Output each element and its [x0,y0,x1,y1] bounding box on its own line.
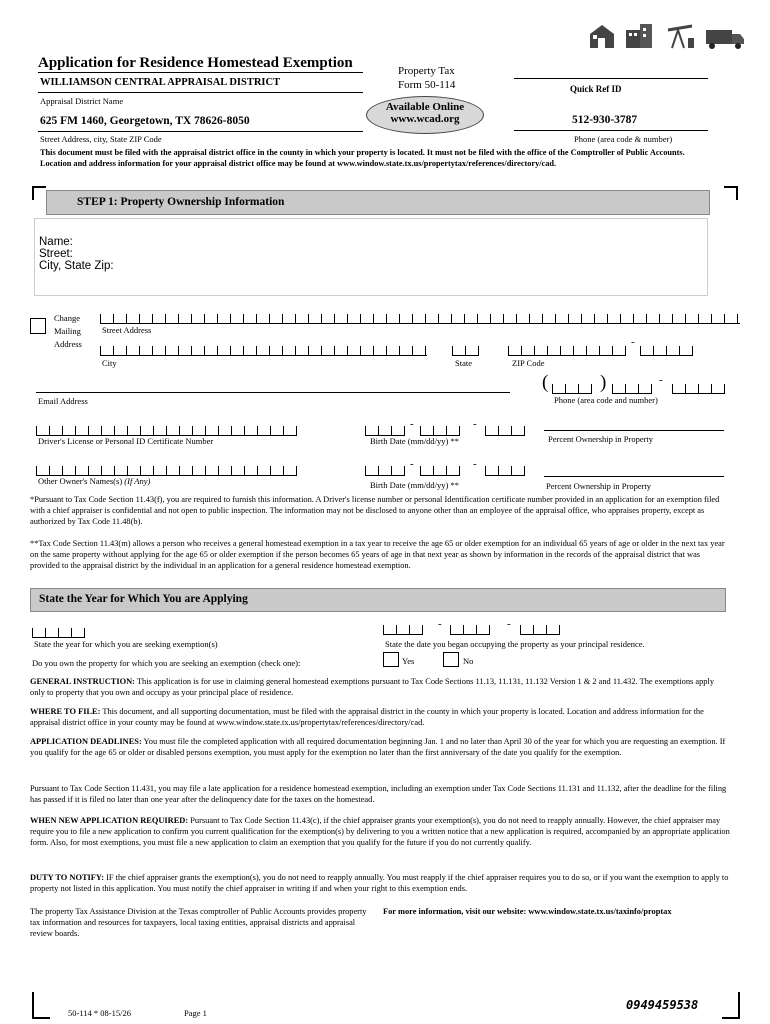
district-address: 625 FM 1460, Georgetown, TX 78626-8050 [40,115,250,127]
change-mailing-checkbox[interactable] [30,318,46,334]
birth-date-mm-1[interactable] [365,426,405,436]
drivers-license-field[interactable] [36,426,297,436]
form-type: Property Tax [398,65,455,77]
owner-city-label: City, State Zip: [39,260,114,272]
application-deadlines: APPLICATION DEADLINES: You must file the completed application with all required documentation beginning Jan. 1 and no later than April 30 of the year for which you are requesting an exemption. If you qualify for the age 65 or older or disabled persons exemption, you must apply for the exemption no later than the first anniversary of the date you qualify for the exemption. [30,737,726,758]
owner-street-label: Street: [39,248,73,260]
email-label: Email Address [38,396,88,406]
birth-date-dd-2[interactable] [420,466,460,476]
step1-title: STEP 1: Property Ownership Information [77,196,285,208]
district-phone: 512-930-3787 [572,114,638,126]
where-to-file: WHERE TO FILE: This document, and all supporting documentation, must be filed with the appraisal district in the county in which your property is located. Location and address information for the appraisal district office in your county may be found at www.window.state.tx.us/propertytax/references/directory/cad. [30,707,704,728]
corner-mark-br [722,992,740,1020]
birth-date-yy-2[interactable] [485,466,525,476]
phone-prefix-field[interactable] [612,384,652,394]
email-field[interactable] [36,392,510,393]
drivers-license-label: Driver's License or Personal ID Certificate Number [38,436,214,446]
birth-date-label-1: Birth Date (mm/dd/yy) ** [370,436,460,446]
district-address-label: Street Address, city, State ZIP Code [40,134,162,144]
quick-ref-label: Quick Ref ID [570,84,622,94]
truck-icon [706,30,744,49]
online-url[interactable]: www.wcad.org [390,113,460,125]
footnote-age65: **Tax Code Section 11.43(m) allows a person who receives a general homestead exemption in a tax year to receive the age 65 or older exemption for an individual 65 years of age or older in the next tax year on the same property without applying for the age 65 or older exemption if the person becomes 65 years of age in that next year as shown by information in the records of the appraisal district that was provided to the appraisal district by the individual in an application for a general residence homestead exemption. [30,539,725,571]
owner-name-label: Name: [39,236,73,248]
oil-pump-icon [668,26,694,48]
assistance-division: The property Tax Assistance Division at the Texas comptroller of Public Accounts provides property tax information and resources for taxpayers, local taxing entities, appraisal districts and appraisal review boards. [30,907,367,939]
state-field[interactable] [452,346,479,356]
available-online-badge [366,96,484,134]
phone-area-field[interactable] [552,384,592,394]
own-yes-checkbox[interactable] [383,652,399,667]
district-name: WILLIAMSON CENTRAL APPRAISAL DISTRICT [40,77,281,88]
zip-ext-field[interactable] [640,346,693,356]
percent-ownership-field-1[interactable] [544,430,724,431]
occupy-date-dd[interactable] [450,625,490,635]
filing-notice: This document must be filed with the appraisal district office in the county in which your property is located. It must not be filed with the office of the Comptroller of Public Accounts. Location and address information for your appraisal district office may be found at www.window.state.tx.us/propertytax/references/directory/cad. [40,148,685,169]
form-number: Form 50-114 [398,79,456,91]
step1-header [46,190,710,215]
general-instruction: GENERAL INSTRUCTION: This application is for use in claiming general homestead exemptions pursuant to Tax Code Sections 11.13, 11.131, 11.132 Version 1 & 2 and 11.432. The exemptions apply only to property that you own and occupy as your principal place of residence. [30,677,715,698]
corner-mark-tl [32,186,46,200]
percent-ownership-field-2[interactable] [544,476,724,477]
new-application-required: WHEN NEW APPLICATION REQUIRED: Pursuant to Tax Code Section 11.43(c), if the chief appraiser grants your exemption(s), you do not need to reapply annually. However, the chief appraiser may require you to file a new application to confirm you current qualification for the exemption(s) by delivering to you a written notice that a new application is required, accompanied by an appropriate application form. Also, for most exemptions, you must file a new application to claim an exemption that you qualify for the future if you do not currently qualify. [30,816,730,848]
birth-date-yy-1[interactable] [485,426,525,436]
zip-label: ZIP Code [512,358,545,368]
phone-label: Phone (area code and number) [554,395,658,405]
city-label: City [102,358,117,368]
percent-ownership-label-2: Percent Ownership in Property [546,481,652,491]
corner-mark-bl [32,992,50,1020]
footnote-privacy: *Pursuant to Tax Code Section 11.43(f), you are required to furnish this information. A Driver's license number or personal Identification certificate number provided in an application for an exemption filed with a chief appraiser is confidential and not open to public inspection. The information may not be disclosed to anyone other than an employee of the appraisal office, who appraises property, except as authorized by Tax Code 11.48(b). [30,495,720,527]
own-yes-label: Yes [402,656,415,666]
street-address-field[interactable] [100,314,740,324]
owner-info-box[interactable] [34,218,708,296]
birth-date-dd-1[interactable] [420,426,460,436]
property-icons [588,20,748,50]
online-label: Available Online [385,101,465,113]
exemption-year-label: State the year for which you are seeking exemption(s) [34,639,218,649]
other-owner-field[interactable] [36,466,297,476]
occupy-date-yy[interactable] [520,625,560,635]
duty-to-notify: DUTY TO NOTIFY: IF the chief appraiser grants the exemption(s), you do not need to reapply annually. You must reapply if the chief appraiser requires you to do so, or if you want the exemption to apply to property not listed in this application. You must notify the chief appraiser in writing if and when your right to this exemption ends. [30,873,729,894]
step2-title: State the Year for Which You are Applying [39,593,248,605]
street-address-label: Street Address [102,325,152,335]
city-field[interactable] [100,346,427,356]
birth-date-label-2: Birth Date (mm/dd/yy) ** [370,480,460,490]
late-application: Pursuant to Tax Code Section 11.431, you may file a late application for a residence homestead exemption, including an exemption under Tax Code Sections 11.131 and 11.132, after the deadline for the filing has passed if it is filed no later than one year after the delinquency date for the taxes on the homestead. [30,784,727,805]
own-no-label: No [463,656,474,666]
phone-number-field[interactable] [672,384,725,394]
own-property-question: Do you own the property for which you are seeking an exemption (check one): [32,658,301,668]
more-info-link[interactable]: For more information, visit our website: www.window.state.tx.us/taxinfo/proptax [383,907,672,916]
house-icon [590,25,614,48]
building-icon [626,24,652,48]
birth-date-mm-2[interactable] [365,466,405,476]
document-id: 0949459538 [626,998,699,1012]
form-title: Application for Residence Homestead Exemption [38,55,353,71]
corner-mark-tr [724,186,738,200]
change-mailing-label: Change Mailing Address [54,313,82,349]
own-no-checkbox[interactable] [443,652,459,667]
other-owner-label: Other Owner's Names(s) (If Any) [38,476,151,486]
step2-header [30,588,726,612]
district-name-label: Appraisal District Name [40,96,124,106]
form-code: 50-114 * 08-15/26 [68,1008,131,1018]
occupy-date-mm[interactable] [383,625,423,635]
percent-ownership-label-1: Percent Ownership in Property [548,434,654,444]
state-label: State [455,358,472,368]
exemption-year-field[interactable] [32,628,85,638]
occupy-date-label: State the date you began occupying the property as your principal residence. [385,639,645,649]
district-phone-label: Phone (area code & number) [574,134,673,144]
zip-field[interactable] [508,346,626,356]
page-number: Page 1 [184,1008,207,1018]
